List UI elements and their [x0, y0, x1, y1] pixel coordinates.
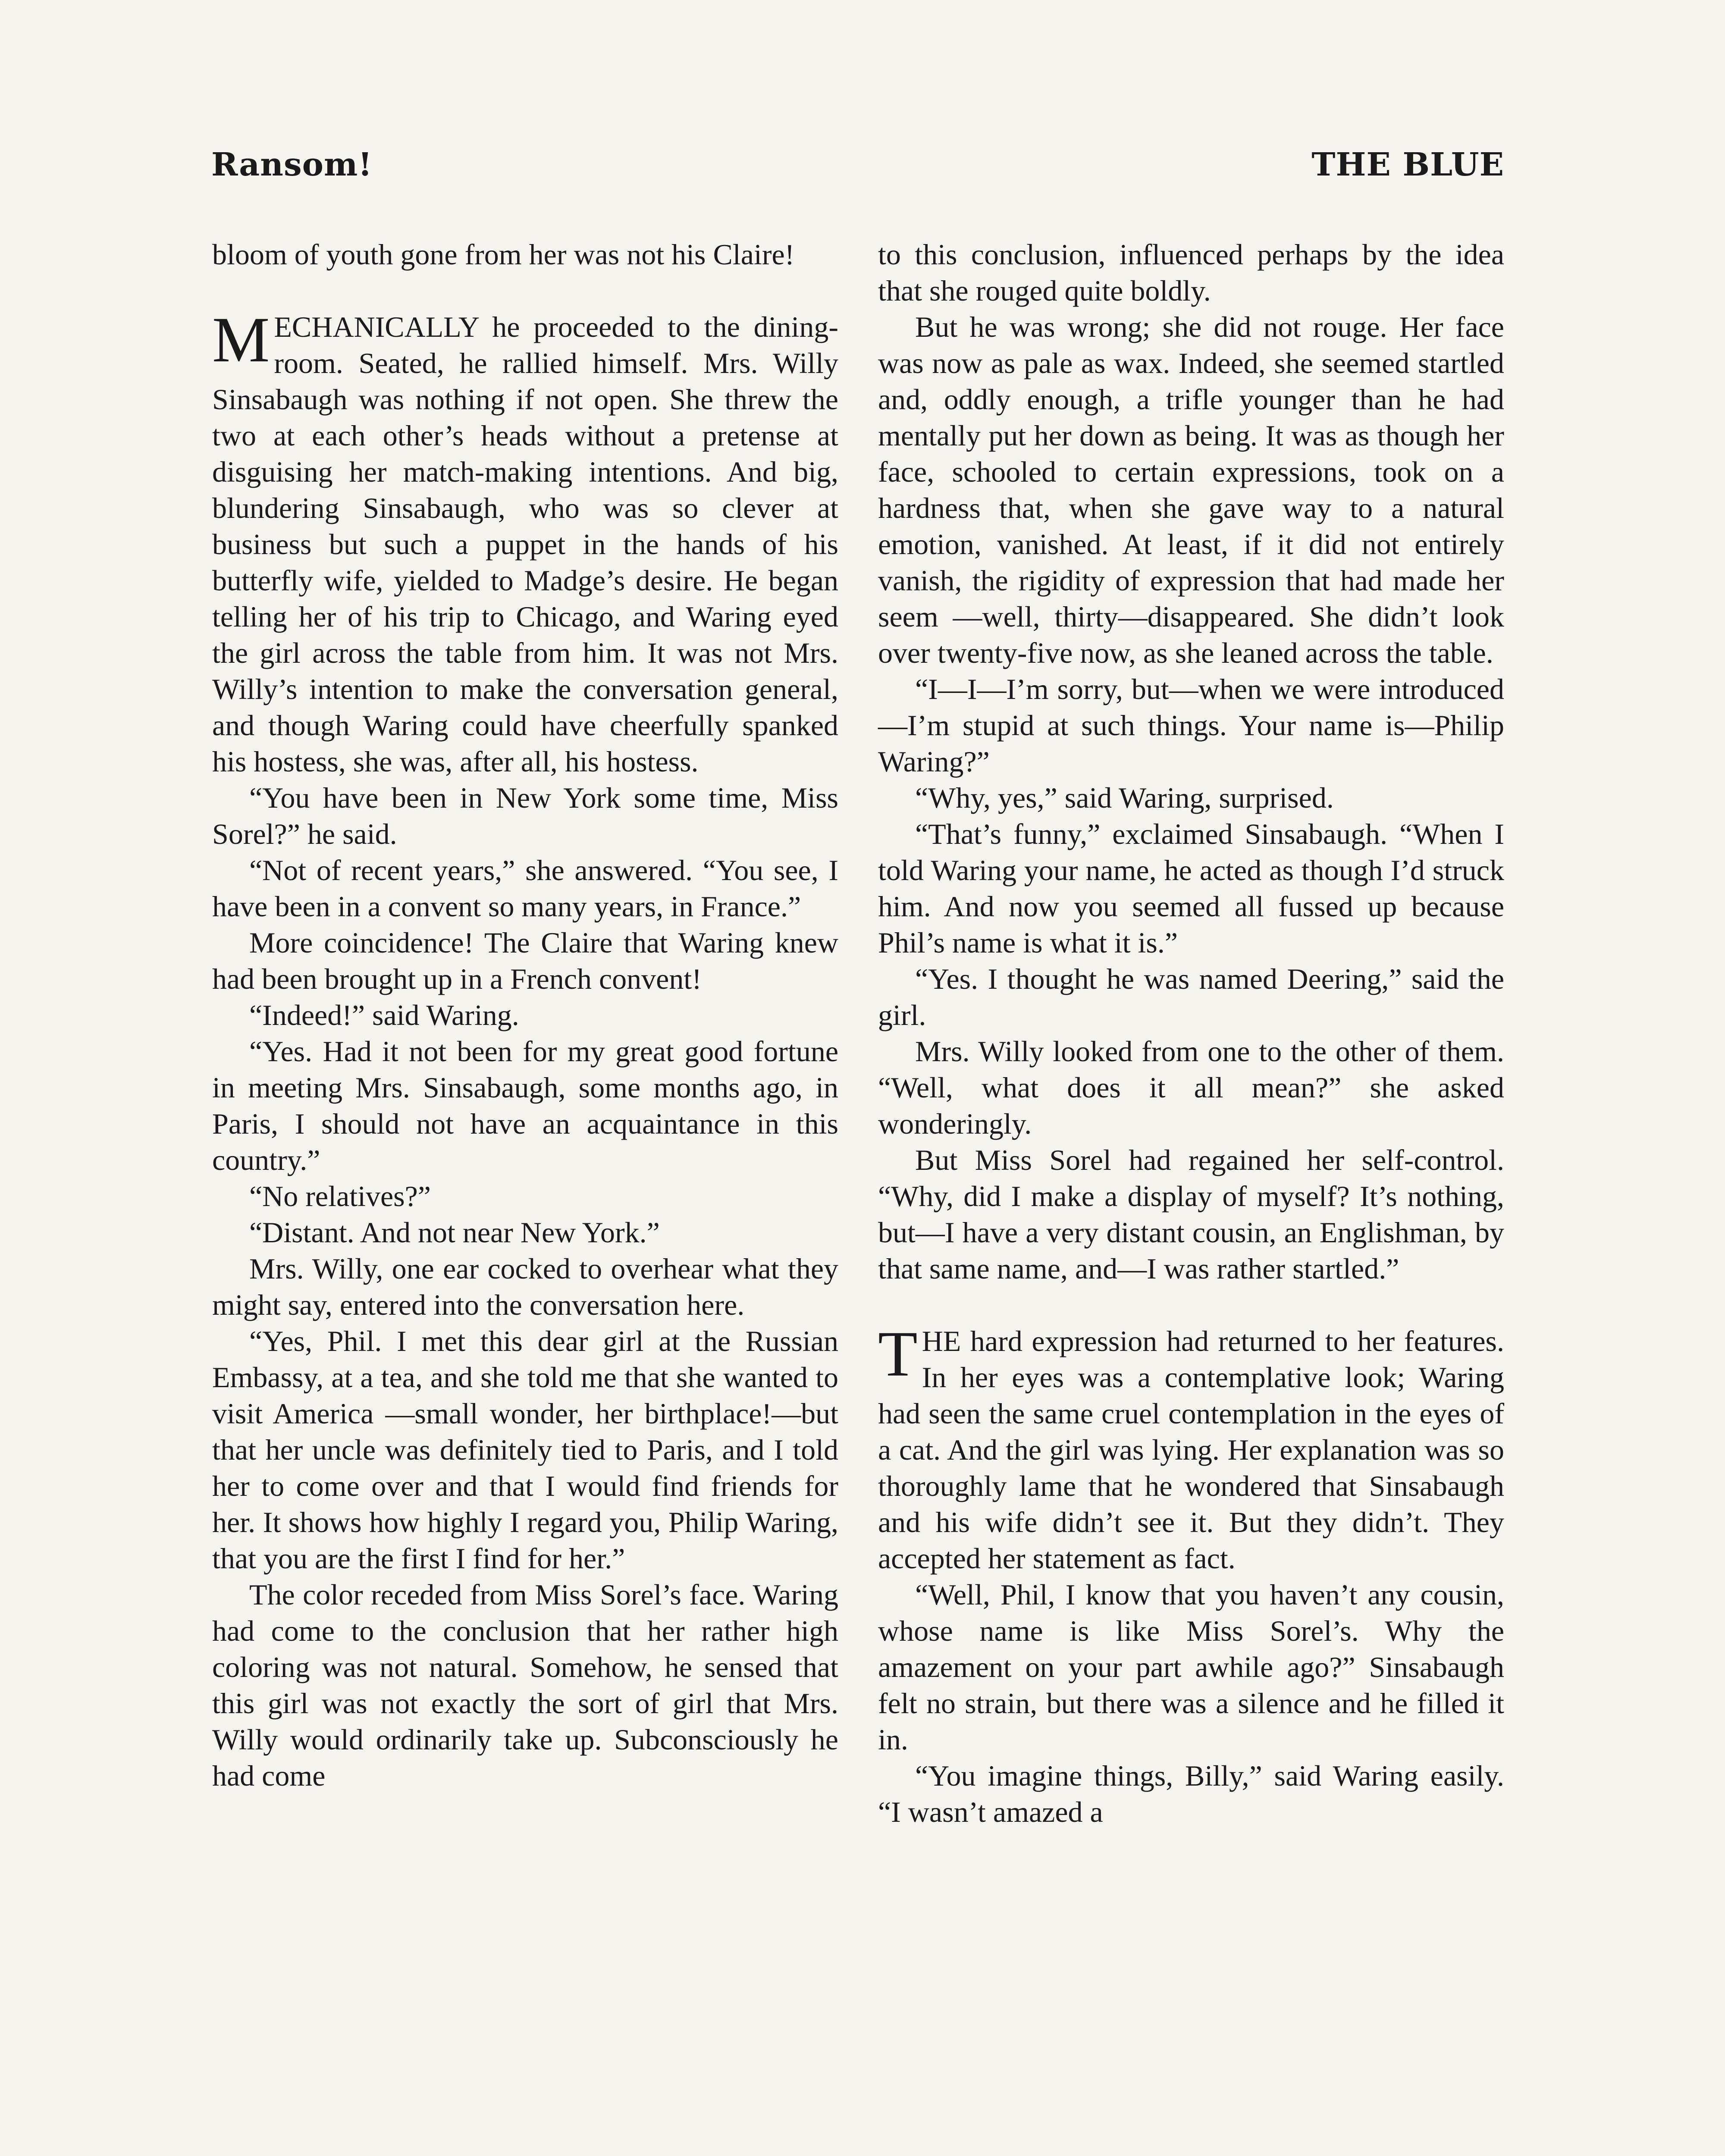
paragraph: “Yes. I thought he was named Deering,” said the girl.	[878, 962, 1504, 1031]
paragraph: “You have been in New York some time, Miss Sorel?” he said.	[212, 781, 838, 850]
paragraph: “Why, yes,” said Waring, surprised.	[915, 781, 1334, 814]
drop-cap: T	[878, 1318, 918, 1390]
paragraph: “Well, Phil, I know that you haven’t any cousin, whose name is like Miss Sorel’s. Why the amazement on your part awhile ago?” Sinsabaugh felt no strain, but there was a silence and he filled it in.	[878, 1578, 1504, 1756]
paragraph: “No relatives?”	[249, 1180, 431, 1213]
paragraph: “Yes, Phil. I met this dear girl at the Russian Embassy, at a tea, and she told me that she wanted to visit America —small wonder, her birthplace!—but that her uncle was definitely tied to Paris, and I told her to come over and that I would find friends for her. It shows how highly I regard you, Philip Waring, that you are the first I find for her.”	[212, 1325, 838, 1575]
paragraph: “Yes. Had it not been for my great good fortune in meeting Mrs. Sinsabaugh, some months ago, in Paris, I should not have an acquaintance in this country.”	[212, 1035, 838, 1176]
paragraph: “I—I—I’m sorry, but—when we were introduced—I’m stupid at such things. Your name is—Philip Waring?”	[878, 673, 1504, 778]
paragraph: “That’s funny,” exclaimed Sinsabaugh. “When I told Waring your name, he acted as though I’d struck him. And now you seemed all fussed up because Phil’s name is what it is.”	[878, 818, 1504, 959]
paragraph: But he was wrong; she did not rouge. Her face was now as pale as wax. Indeed, she seemed startled and, oddly enough, a trifle younger than he had mentally put her down as being. It was as though her face, schooled to certain expressions, took on a hardness that, when she gave way to a natural emotion, vanished. At least, if it did not entirely vanish, the rigidity of expression that had made her seem —well, thirty—disappeared. She didn’t look over twenty-five now, as she leaned across the table.	[878, 310, 1504, 669]
right-column	[878, 236, 1504, 1830]
paragraph: “You imagine things, Billy,” said Waring easily. “I wasn’t amazed a	[878, 1759, 1504, 1828]
paragraph: But Miss Sorel had regained her self-control. “Why, did I make a display of myself? It’s nothing, but—I have a very distant cousin, an Englishman, by that same name, and—I was rather startled.”	[878, 1144, 1504, 1285]
drop-cap: M	[212, 304, 270, 376]
paragraph: bloom of youth gone from her was not his Claire!	[212, 238, 795, 271]
left-column	[212, 236, 838, 1794]
running-head-right: THE BLUE	[1311, 146, 1504, 183]
running-head-left: Ransom!	[211, 146, 373, 183]
paragraph: to this conclusion, influenced perhaps by the idea that she rouged quite boldly.	[878, 238, 1504, 307]
paragraph: Mrs. Willy looked from one to the other of them. “Well, what does it all mean?” she asked wonderingly.	[878, 1035, 1504, 1140]
paragraph: More coincidence! The Claire that Waring knew had been brought up in a French convent!	[212, 926, 838, 995]
paragraph-text: ECHANICALLY he proceeded to the dining-room. Seated, he rallied himself. Mrs. Willy Sinsabaugh was nothing if not open. She threw the two at each other’s heads without a pretense at disguising her match-making intentions. And big, blundering Sinsabaugh, who was so clever at business but such a puppet in the hands of his butterfly wife, yielded to Madge’s desire. He began telling her of his trip to Chicago, and Waring eyed the girl across the table from him. It was not Mrs. Willy’s intention to make the conversation general, and though Waring could have cheerfully spanked his hostess, she was, after all, his hostess.	[212, 310, 838, 778]
section-paragraph	[878, 1318, 1504, 1576]
section-paragraph	[212, 304, 838, 780]
paragraph: Mrs. Willy, one ear cocked to overhear what they might say, entered into the conversation here.	[212, 1252, 838, 1321]
paragraph: The color receded from Miss Sorel’s face. Waring had come to the conclusion that her rather high coloring was not natural. Somehow, he sensed that this girl was not exactly the sort of girl that Mrs. Willy would ordinarily take up. Subconsciously he had come	[212, 1578, 838, 1792]
paragraph: “Not of recent years,” she answered. “You see, I have been in a convent so many years, in France.”	[212, 854, 838, 923]
paragraph: “Distant. And not near New York.”	[249, 1216, 660, 1249]
paragraph-text: HE hard expression had returned to her features. In her eyes was a contemplative look; Waring had seen the same cruel contemplation in the eyes of a cat. And the girl was lying. Her explanation was so thoroughly lame that he wondered that Sinsabaugh and his wife didn’t see it. But they didn’t. They accepted her statement as fact.	[878, 1325, 1504, 1575]
paragraph: “Indeed!” said Waring.	[249, 999, 519, 1031]
